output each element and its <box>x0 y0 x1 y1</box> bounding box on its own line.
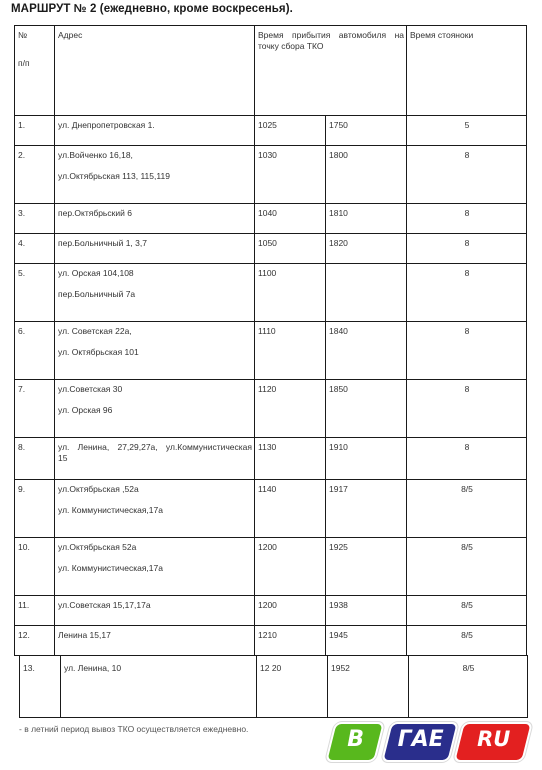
row-number: 5. <box>15 264 55 322</box>
table-header-row <box>15 26 527 116</box>
row-stop-duration: 8/5 <box>409 656 528 718</box>
row-address <box>55 322 255 380</box>
row-departure-time: 1820 <box>326 234 407 264</box>
address-line: Ленина 15,17 <box>58 630 111 640</box>
route-table-last-row <box>19 655 528 718</box>
address-line: ул. Советская 22а, <box>58 326 132 336</box>
row-address <box>55 596 255 626</box>
row-address <box>55 264 255 322</box>
row-arrival-time: 1200 <box>255 538 326 596</box>
row-arrival-time: 1100 <box>255 264 326 322</box>
row-arrival-time: 1210 <box>255 626 326 656</box>
row-departure-time: 1952 <box>328 656 409 718</box>
table-row <box>15 596 527 626</box>
table-row <box>15 380 527 438</box>
row-arrival-time: 12 20 <box>257 656 328 718</box>
row-arrival-time: 1200 <box>255 596 326 626</box>
table-row <box>15 480 527 538</box>
row-arrival-time: 1040 <box>255 204 326 234</box>
row-stop-duration: 8/5 <box>407 538 527 596</box>
row-address <box>55 626 255 656</box>
address-line: ул.Советская 15,17,17а <box>58 600 151 610</box>
row-stop-duration: 8 <box>407 204 527 234</box>
logo-badge-red <box>453 722 533 762</box>
row-departure-time: 1925 <box>326 538 407 596</box>
table-row <box>15 146 527 204</box>
address-line: ул.Октябрьская ,52а <box>58 484 139 494</box>
route-table <box>14 25 527 656</box>
row-stop-duration: 8 <box>407 146 527 204</box>
row-arrival-time: 1140 <box>255 480 326 538</box>
address-line: 15 <box>58 453 68 463</box>
table-row <box>20 656 528 718</box>
address-line: пер.Больничный 7а <box>58 289 136 299</box>
row-arrival-time: 1030 <box>255 146 326 204</box>
address-line: ул. Коммунистическая,17а <box>58 563 163 573</box>
logo-badge-navy <box>381 722 459 762</box>
row-departure-time <box>326 264 407 322</box>
row-number: 1. <box>15 116 55 146</box>
address-line: ул.Октябрьская 52а <box>58 542 137 552</box>
row-stop-duration: 8 <box>407 380 527 438</box>
row-address <box>55 480 255 538</box>
address-line: ул. Ленина, 27,29,27а, ул.Коммунистическая <box>58 442 252 452</box>
row-address <box>55 146 255 204</box>
row-address <box>55 538 255 596</box>
row-number: 13. <box>20 656 61 718</box>
site-logo <box>324 722 530 762</box>
row-address <box>55 380 255 438</box>
logo-text-part1: В <box>347 727 365 752</box>
row-departure-time: 1750 <box>326 116 407 146</box>
header-stop-cell: Время стояноки <box>407 26 527 116</box>
row-number: 2. <box>15 146 55 204</box>
row-stop-duration: 8 <box>407 438 527 480</box>
logo-text-part3: RU <box>477 727 511 751</box>
row-stop-duration: 5 <box>407 116 527 146</box>
address-line: ул.Войченко 16,18, <box>58 150 133 160</box>
address-line: ул. Коммунистическая,17а <box>58 505 163 515</box>
address-line: ул.Октябрьская 113, 115,119 <box>58 171 170 181</box>
logo-badge-green <box>325 722 385 762</box>
row-arrival-time: 1130 <box>255 438 326 480</box>
header-number-abbr: п/п <box>18 58 30 68</box>
row-departure-time: 1910 <box>326 438 407 480</box>
row-number: 4. <box>15 234 55 264</box>
row-stop-duration: 8/5 <box>407 626 527 656</box>
address-line: ул. Орская 96 <box>58 405 113 415</box>
address-line: пер.Октябрьский 6 <box>58 208 132 218</box>
row-departure-time: 1938 <box>326 596 407 626</box>
page-title: МАРШРУТ № 2 (ежедневно, кроме воскресенья). <box>11 3 293 15</box>
row-address <box>55 438 255 480</box>
address-line: ул. Днепропетровская 1. <box>58 120 155 130</box>
table-row <box>15 204 527 234</box>
row-number: 8. <box>15 438 55 480</box>
table-row <box>15 264 527 322</box>
row-departure-time: 1945 <box>326 626 407 656</box>
row-stop-duration: 8/5 <box>407 480 527 538</box>
address-line: ул. Октябрьская 101 <box>58 347 139 357</box>
row-arrival-time: 1110 <box>255 322 326 380</box>
address-line: пер.Больничный 1, 3,7 <box>58 238 147 248</box>
row-number: 3. <box>15 204 55 234</box>
footnote: - в летний период вывоз ТКО осуществляется ежедневно. <box>19 724 249 734</box>
row-address <box>55 116 255 146</box>
header-number-symbol: № <box>18 30 28 40</box>
address-line: ул.Советская 30 <box>58 384 123 394</box>
row-departure-time: 1917 <box>326 480 407 538</box>
table-row <box>15 438 527 480</box>
table-row <box>15 538 527 596</box>
header-number-cell <box>15 26 55 116</box>
table-row <box>15 116 527 146</box>
row-number: 11. <box>15 596 55 626</box>
row-address: ул. Ленина, 10 <box>61 656 257 718</box>
row-address <box>55 204 255 234</box>
row-stop-duration: 8 <box>407 322 527 380</box>
row-stop-duration: 8 <box>407 234 527 264</box>
row-address <box>55 234 255 264</box>
logo-text-part2: ГАЕ <box>397 727 444 752</box>
row-stop-duration: 8/5 <box>407 596 527 626</box>
row-departure-time: 1840 <box>326 322 407 380</box>
row-arrival-time: 1025 <box>255 116 326 146</box>
row-departure-time: 1850 <box>326 380 407 438</box>
row-number: 6. <box>15 322 55 380</box>
header-address-cell: Адрес <box>55 26 255 116</box>
row-stop-duration: 8 <box>407 264 527 322</box>
table-row <box>15 626 527 656</box>
row-arrival-time: 1050 <box>255 234 326 264</box>
row-departure-time: 1800 <box>326 146 407 204</box>
header-arrival-cell: Время прибытия автомобиля на точку сбора ТКО <box>255 26 407 116</box>
row-arrival-time: 1120 <box>255 380 326 438</box>
row-number: 9. <box>15 480 55 538</box>
row-departure-time: 1810 <box>326 204 407 234</box>
row-number: 10. <box>15 538 55 596</box>
address-line: ул. Орская 104,108 <box>58 268 134 278</box>
row-number: 7. <box>15 380 55 438</box>
table-row <box>15 322 527 380</box>
row-number: 12. <box>15 626 55 656</box>
table-row <box>15 234 527 264</box>
